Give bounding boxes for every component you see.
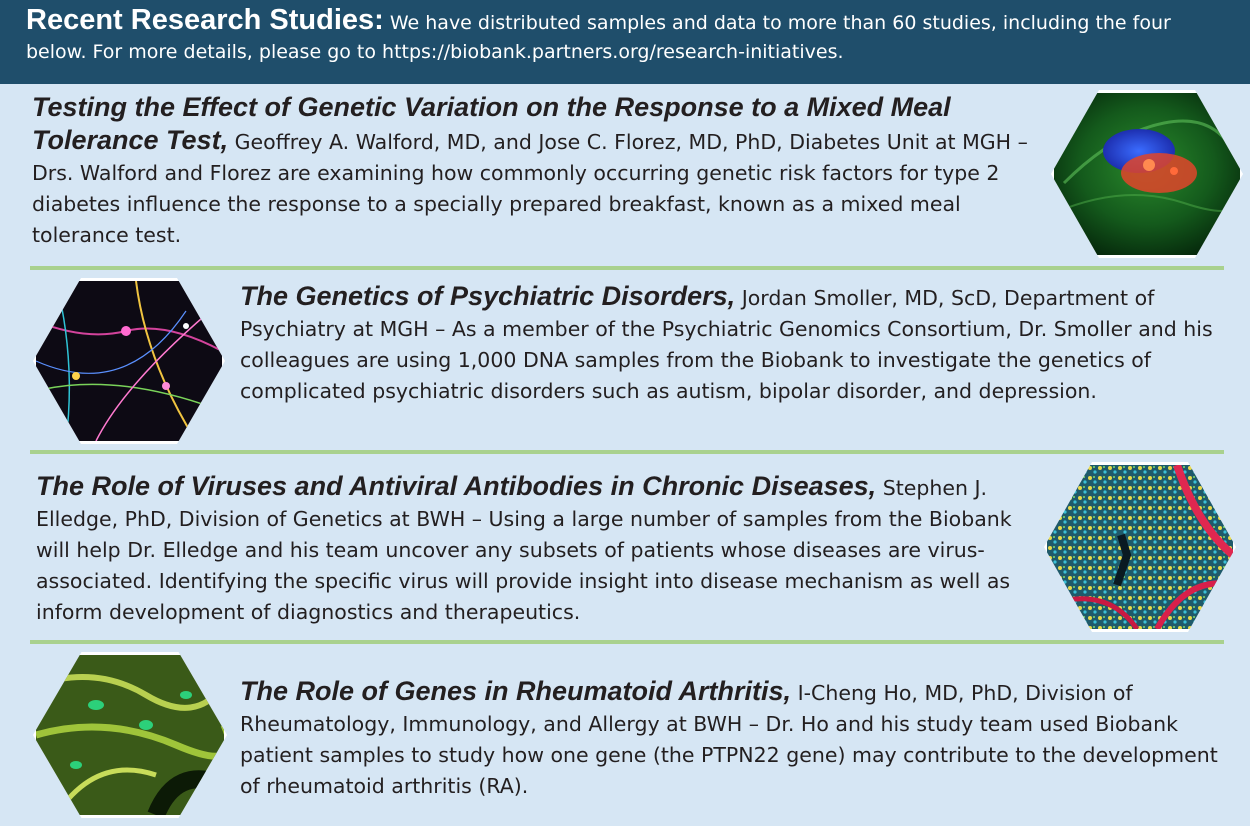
header-intro: We have distributed samples and data to more than 60 studies, including the four below. For more details, please go to https://biobank.partners.org/research-initiatives. (26, 12, 1171, 63)
section-divider (30, 266, 1224, 270)
page-title: Recent Research Studies: (26, 4, 384, 36)
cell-microscopy-image (1051, 90, 1243, 258)
neuron-network-image (33, 278, 225, 444)
study-title: The Role of Genes in Rheumatoid Arthritis, (240, 676, 792, 706)
study-entry (32, 92, 1036, 251)
study-description: Geoffrey A. Walford, MD, and Jose C. Florez, MD, PhD, Diabetes Unit at MGH – Drs. Walford and Florez are examining how commonly occurring genetic risk factors for type 2 diabetes influence the response to a specially prepared breakfast, known as a mixed meal tolerance test. (32, 130, 1028, 247)
tissue-microscopy-image (1044, 462, 1236, 632)
study-entry (240, 676, 1230, 802)
study-description: Stephen J. Elledge, PhD, Division of Genetics at BWH – Using a large number of samples from the Biobank will help Dr. Elledge and his team uncover any subsets of patients whose diseases are virus-associated. Identifying the specific virus will provide insight into disease mechanism as well as inform development of diagnostics and therapeutics. (36, 476, 1012, 624)
study-entry (36, 471, 1026, 628)
page-header (0, 0, 1250, 84)
study-title: The Genetics of Psychiatric Disorders, (240, 281, 736, 311)
cell-culture-image (33, 652, 227, 818)
header-paragraph (26, 6, 1232, 67)
study-entry (240, 281, 1230, 407)
section-divider (30, 640, 1224, 644)
study-title: The Role of Viruses and Antiviral Antibodies in Chronic Diseases, (36, 471, 877, 501)
study-description: Jordan Smoller, MD, ScD, Department of Psychiatry at MGH – As a member of the Psychiatric Genomics Consortium, Dr. Smoller and his colleagues are using 1,000 DNA samples from the Biobank to investigate the genetics of complicated psychiatric disorders such as autism, bipolar disorder, and depression. (240, 286, 1213, 403)
study-title: Testing the Effect of Genetic Variation on the Response to a Mixed Meal Tolerance Test, (32, 92, 951, 155)
section-divider (30, 450, 1224, 454)
study-description: I-Cheng Ho, MD, PhD, Division of Rheumatology, Immunology, and Allergy at BWH – Dr. Ho and his study team used Biobank patient samples to study how one gene (the PTPN22 gene) may contribute to the development of rheumatoid arthritis (RA). (240, 681, 1218, 798)
